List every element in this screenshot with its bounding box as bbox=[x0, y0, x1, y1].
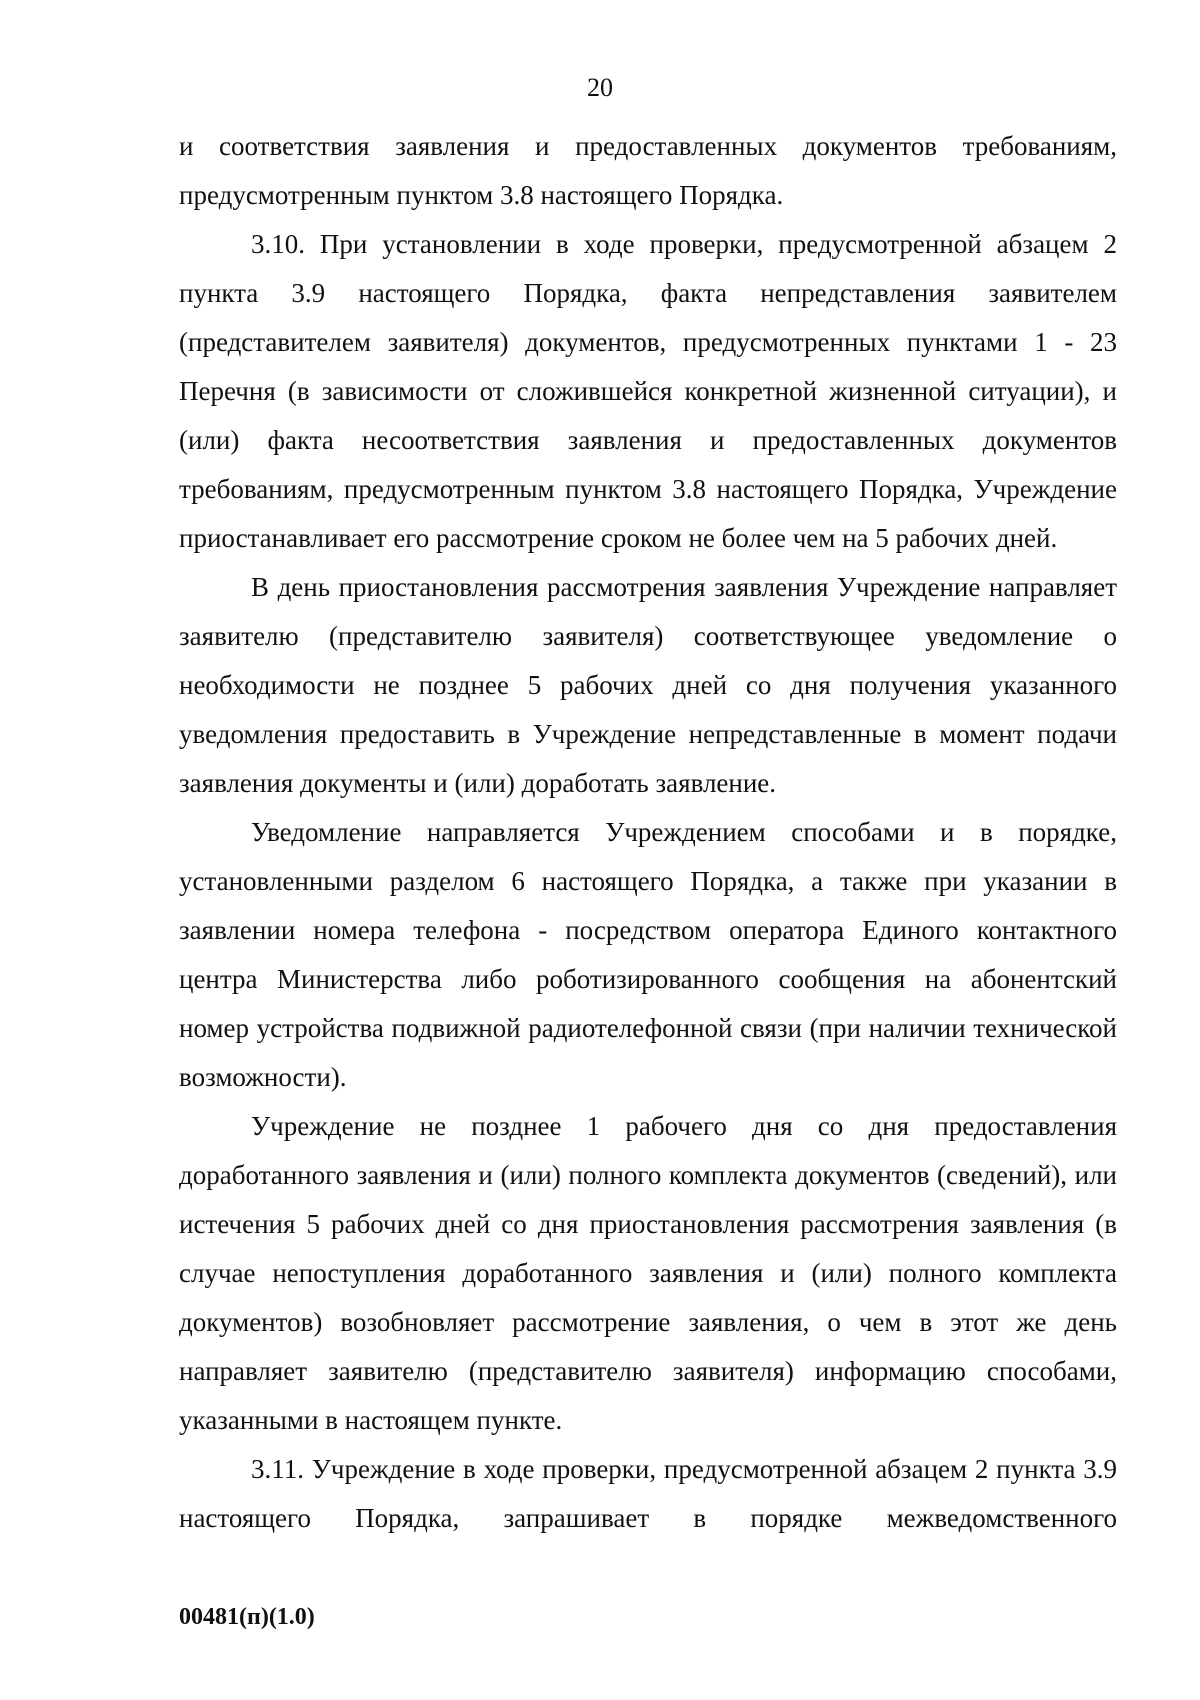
paragraph-resumption: Учреждение не позднее 1 рабочего дня со дня предоставления доработанного заявления и (или) полного комплекта документов (сведений), или истечения 5 рабочих дней со дня приостановления рассмотрения заявления (в случае непоступления доработанного заявления и (или) полного комплекта документов) возобновляет рассмотрение заявления, о чем в этот же день направляет заявителю (представителю заявителя) информацию способами, указанными в настоящем пункте. bbox=[179, 1111, 1117, 1435]
document-body bbox=[179, 122, 1117, 1543]
paragraph-notification-methods: Уведомление направляется Учреждением способами и в порядке, установленными разделом 6 настоящего Порядка, а также при указании в заявлении номера телефона - посредством оператора Единого контактного центра Министерства либо роботизированного сообщения на абонентский номер устройства подвижной радиотелефонной связи (при наличии технической возможности). bbox=[179, 817, 1117, 1092]
paragraph-suspension-notice: В день приостановления рассмотрения заявления Учреждение направляет заявителю (представителю заявителя) соответствующее уведомление о необходимости не позднее 5 рабочих дней со дня получения указанного уведомления предоставить в Учреждение непредставленные в момент подачи заявления документы и (или) доработать заявление. bbox=[179, 572, 1117, 798]
paragraph-continuation: и соответствия заявления и предоставленных документов требованиям, предусмотренным пунктом 3.8 настоящего Порядка. bbox=[179, 131, 1117, 210]
paragraph-3-10: 3.10. При установлении в ходе проверки, предусмотренной абзацем 2 пункта 3.9 настоящего Порядка, факта непредставления заявителем (представителем заявителя) документов, предусмотренных пунктами 1 - 23 Перечня (в зависимости от сложившейся конкретной жизненной ситуации), и (или) факта несоответствия заявления и предоставленных документов требованиям, предусмотренным пунктом 3.8 настоящего Порядка, Учреждение приостанавливает его рассмотрение сроком не более чем на 5 рабочих дней. bbox=[179, 229, 1117, 553]
document-code: 00481(п)(1.0) bbox=[179, 1604, 315, 1630]
page-number: 20 bbox=[587, 73, 613, 102]
paragraph-3-11: 3.11. Учреждение в ходе проверки, предусмотренной абзацем 2 пункта 3.9 настоящего Порядка, запрашивает в порядке межведомственного bbox=[179, 1454, 1117, 1533]
